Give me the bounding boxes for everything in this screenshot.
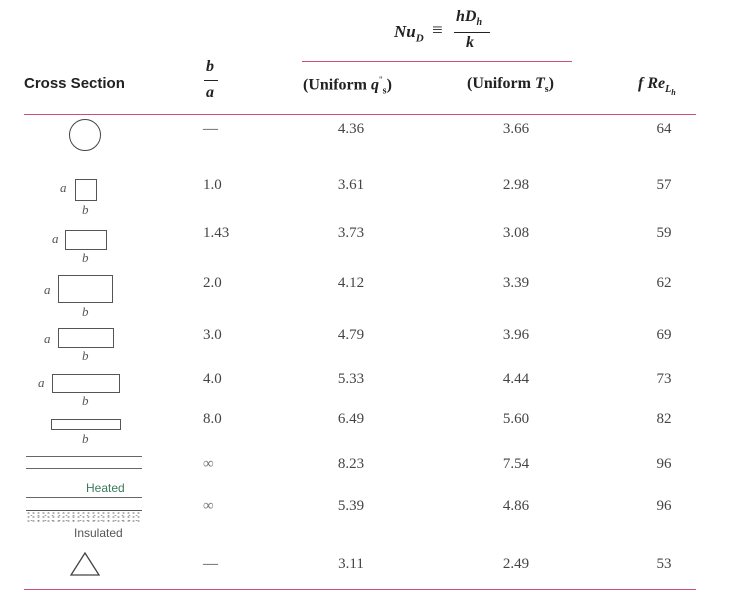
f-re-cell: 73 bbox=[656, 371, 672, 387]
nusselt-definition bbox=[394, 8, 504, 54]
nu-t-cell: 2.98 bbox=[502, 177, 530, 193]
ba-cell: ∞ bbox=[203, 498, 214, 514]
side-b-label: b bbox=[82, 250, 89, 265]
frac-numerator-sub: h bbox=[476, 17, 483, 29]
rectangle-shape bbox=[65, 230, 107, 250]
ba-cell: — bbox=[203, 556, 218, 572]
nu-t-cell: 4.44 bbox=[502, 371, 530, 387]
nu-t-cell: 4.86 bbox=[502, 498, 530, 514]
nu-q-cell: 5.33 bbox=[337, 371, 365, 387]
nu-q-cell: 3.61 bbox=[337, 177, 365, 193]
insulated-label: Insulated bbox=[74, 526, 123, 540]
ba-fraction-bar bbox=[204, 80, 218, 81]
nu-t-cell: 5.60 bbox=[502, 411, 530, 427]
equiv-sign: ≡ bbox=[432, 20, 443, 41]
side-b-label: b bbox=[82, 304, 89, 319]
frac-numerator: hD bbox=[456, 8, 477, 25]
rectangle-shape bbox=[51, 419, 121, 430]
nu-q-cell: 4.12 bbox=[337, 275, 365, 291]
ba-cell: 8.0 bbox=[203, 411, 222, 427]
heated-label: Heated bbox=[86, 481, 125, 495]
rectangle-shape bbox=[58, 275, 113, 303]
side-a-label: a bbox=[60, 180, 67, 195]
uniform-t-header: (Uniform $T_s$) bbox=[467, 75, 554, 96]
side-a-label: a bbox=[44, 331, 51, 346]
side-a-label: a bbox=[44, 282, 51, 297]
upper-plate bbox=[26, 456, 142, 457]
nu-q-cell: 3.11 bbox=[338, 556, 364, 572]
nu-q-cell: 6.49 bbox=[337, 411, 365, 427]
ba-cell: 2.0 bbox=[203, 275, 222, 291]
square-shape bbox=[75, 179, 97, 201]
ba-cell: ∞ bbox=[203, 456, 214, 472]
rectangle-shape bbox=[58, 328, 114, 348]
nu-t-cell: 2.49 bbox=[502, 556, 530, 572]
ba-denominator: a bbox=[206, 84, 214, 101]
nu-t-cell: 3.39 bbox=[502, 275, 530, 291]
uniform-q-header: (Uniform $q^"_s$) bbox=[303, 75, 392, 97]
f-re-cell: 53 bbox=[656, 556, 672, 572]
lower-plate bbox=[26, 468, 142, 469]
header-sub-rule bbox=[302, 61, 572, 62]
f-re-cell: 64 bbox=[656, 121, 672, 137]
nu-q-cell: 3.73 bbox=[337, 225, 365, 241]
fraction-bar bbox=[454, 32, 490, 33]
ba-numerator: b bbox=[206, 58, 214, 75]
heated-plate bbox=[26, 497, 142, 498]
side-b-label: b bbox=[82, 348, 89, 363]
ba-cell: 1.0 bbox=[203, 177, 222, 193]
side-a-label: a bbox=[52, 231, 59, 246]
insulated-plate bbox=[26, 510, 142, 523]
f-re-cell: 69 bbox=[656, 327, 672, 343]
f-re-cell: 82 bbox=[656, 411, 672, 427]
ba-cell: — bbox=[203, 121, 218, 137]
side-b-label: b bbox=[82, 431, 89, 446]
nu-q-cell: 5.39 bbox=[337, 498, 365, 514]
nu-t-cell: 3.08 bbox=[502, 225, 530, 241]
frac-denominator: k bbox=[466, 34, 474, 51]
f-re-cell: 62 bbox=[656, 275, 672, 291]
side-b-label: b bbox=[82, 393, 89, 408]
f-re-header: f $Re_{L_h}$ bbox=[638, 75, 676, 98]
f-re-cell: 96 bbox=[656, 456, 672, 472]
nu-t-cell: 3.96 bbox=[502, 327, 530, 343]
nu-t-cell: 3.66 bbox=[502, 121, 530, 137]
f-re-cell: 59 bbox=[656, 225, 672, 241]
nu-q-cell: 4.79 bbox=[337, 327, 365, 343]
rectangle-shape bbox=[52, 374, 120, 393]
nu-symbol: Nu bbox=[394, 22, 416, 41]
nu-q-cell: 8.23 bbox=[337, 456, 365, 472]
ba-cell: 1.43 bbox=[203, 225, 230, 241]
header-bottom-rule bbox=[24, 114, 696, 115]
nu-q-cell: 4.36 bbox=[337, 121, 365, 137]
triangle-shape bbox=[69, 551, 101, 577]
side-b-label: b bbox=[82, 202, 89, 217]
ba-cell: 3.0 bbox=[203, 327, 222, 343]
nu-sub: D bbox=[415, 32, 424, 45]
circle-shape bbox=[69, 119, 101, 151]
table-bottom-rule bbox=[24, 589, 696, 590]
f-re-cell: 57 bbox=[656, 177, 672, 193]
ba-header bbox=[203, 58, 223, 108]
f-re-cell: 96 bbox=[656, 498, 672, 514]
nu-t-cell: 7.54 bbox=[502, 456, 530, 472]
ba-cell: 4.0 bbox=[203, 371, 222, 387]
side-a-label: a bbox=[38, 375, 45, 390]
cross-section-header: Cross Section bbox=[24, 75, 125, 92]
